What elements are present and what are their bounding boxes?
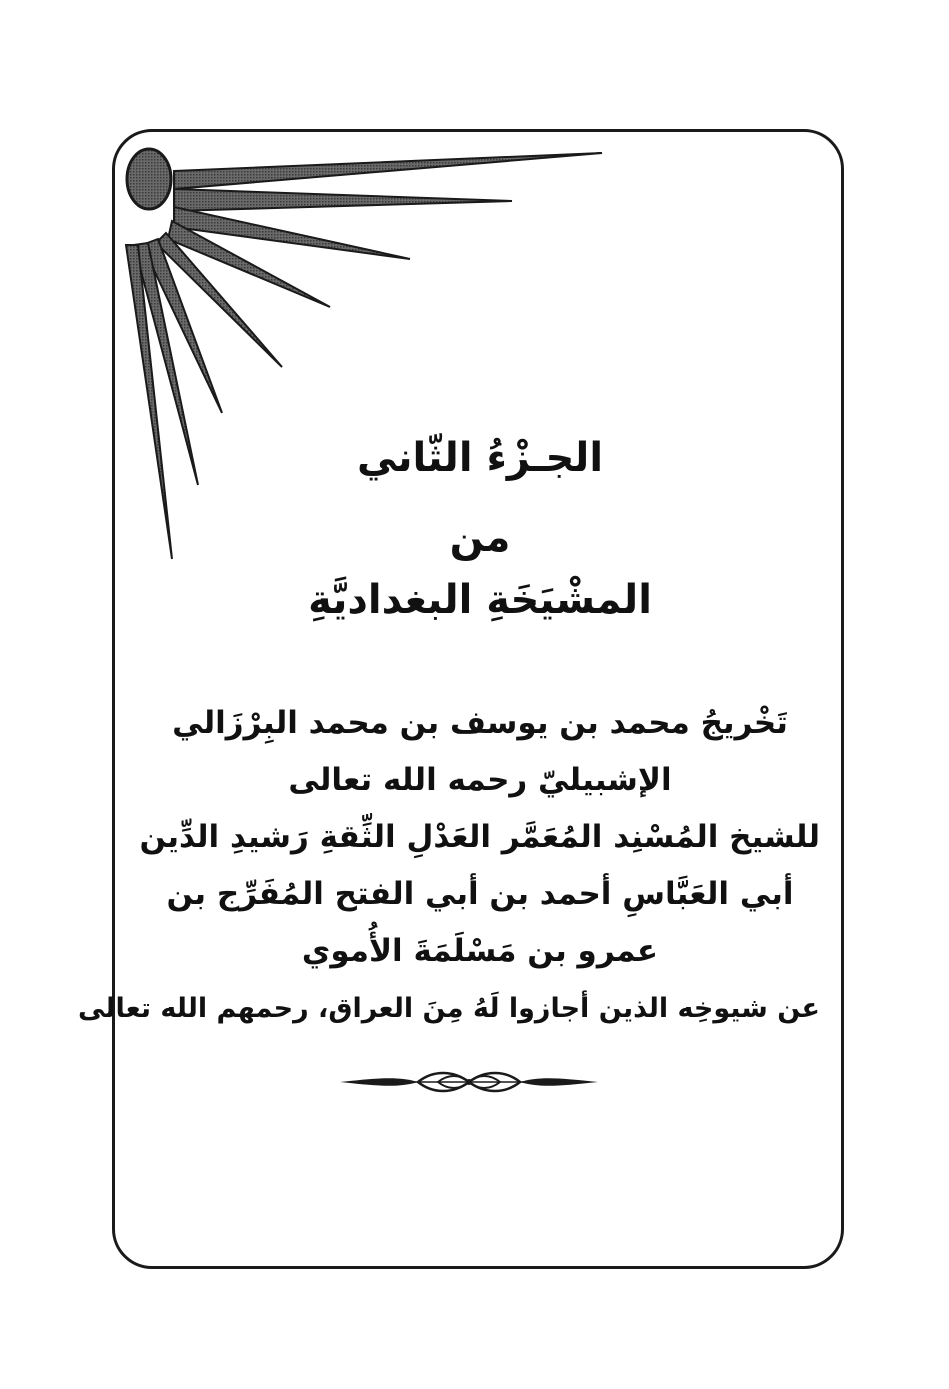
divider-ornament-icon bbox=[338, 1068, 600, 1096]
attribution-line-6: عن شيوخِه الذين أجازوا لَهُ مِنَ العراق، رحمهم الله تعالى bbox=[78, 993, 820, 1024]
attribution-line-5: عمرو بن مَسْلَمَةَ الأُموي bbox=[301, 933, 659, 969]
attribution-line-3: للشيخ المُسْنِد المُعَمَّر العَدْلِ الثِّقةِ رَشيدِ الدِّين bbox=[139, 819, 820, 855]
sunburst-corner-icon bbox=[112, 129, 612, 569]
attribution-line-4: أبي العَبَّاسِ أحمد بن أبي الفتح المُفَرِّج بن bbox=[166, 876, 794, 912]
part-connector: من bbox=[449, 515, 511, 561]
attribution-block bbox=[78, 695, 820, 1037]
attribution-line-1: تَخْريجُ محمد بن يوسف بن محمد البِرْزَالي bbox=[172, 705, 788, 741]
attribution-line-2: الإشبيليّ رحمه الله تعالى bbox=[288, 762, 672, 798]
part-title: الجـزْءُ الثّاني bbox=[356, 435, 604, 481]
book-title: المشْيَخَةِ البغداديَّةِ bbox=[308, 577, 652, 623]
